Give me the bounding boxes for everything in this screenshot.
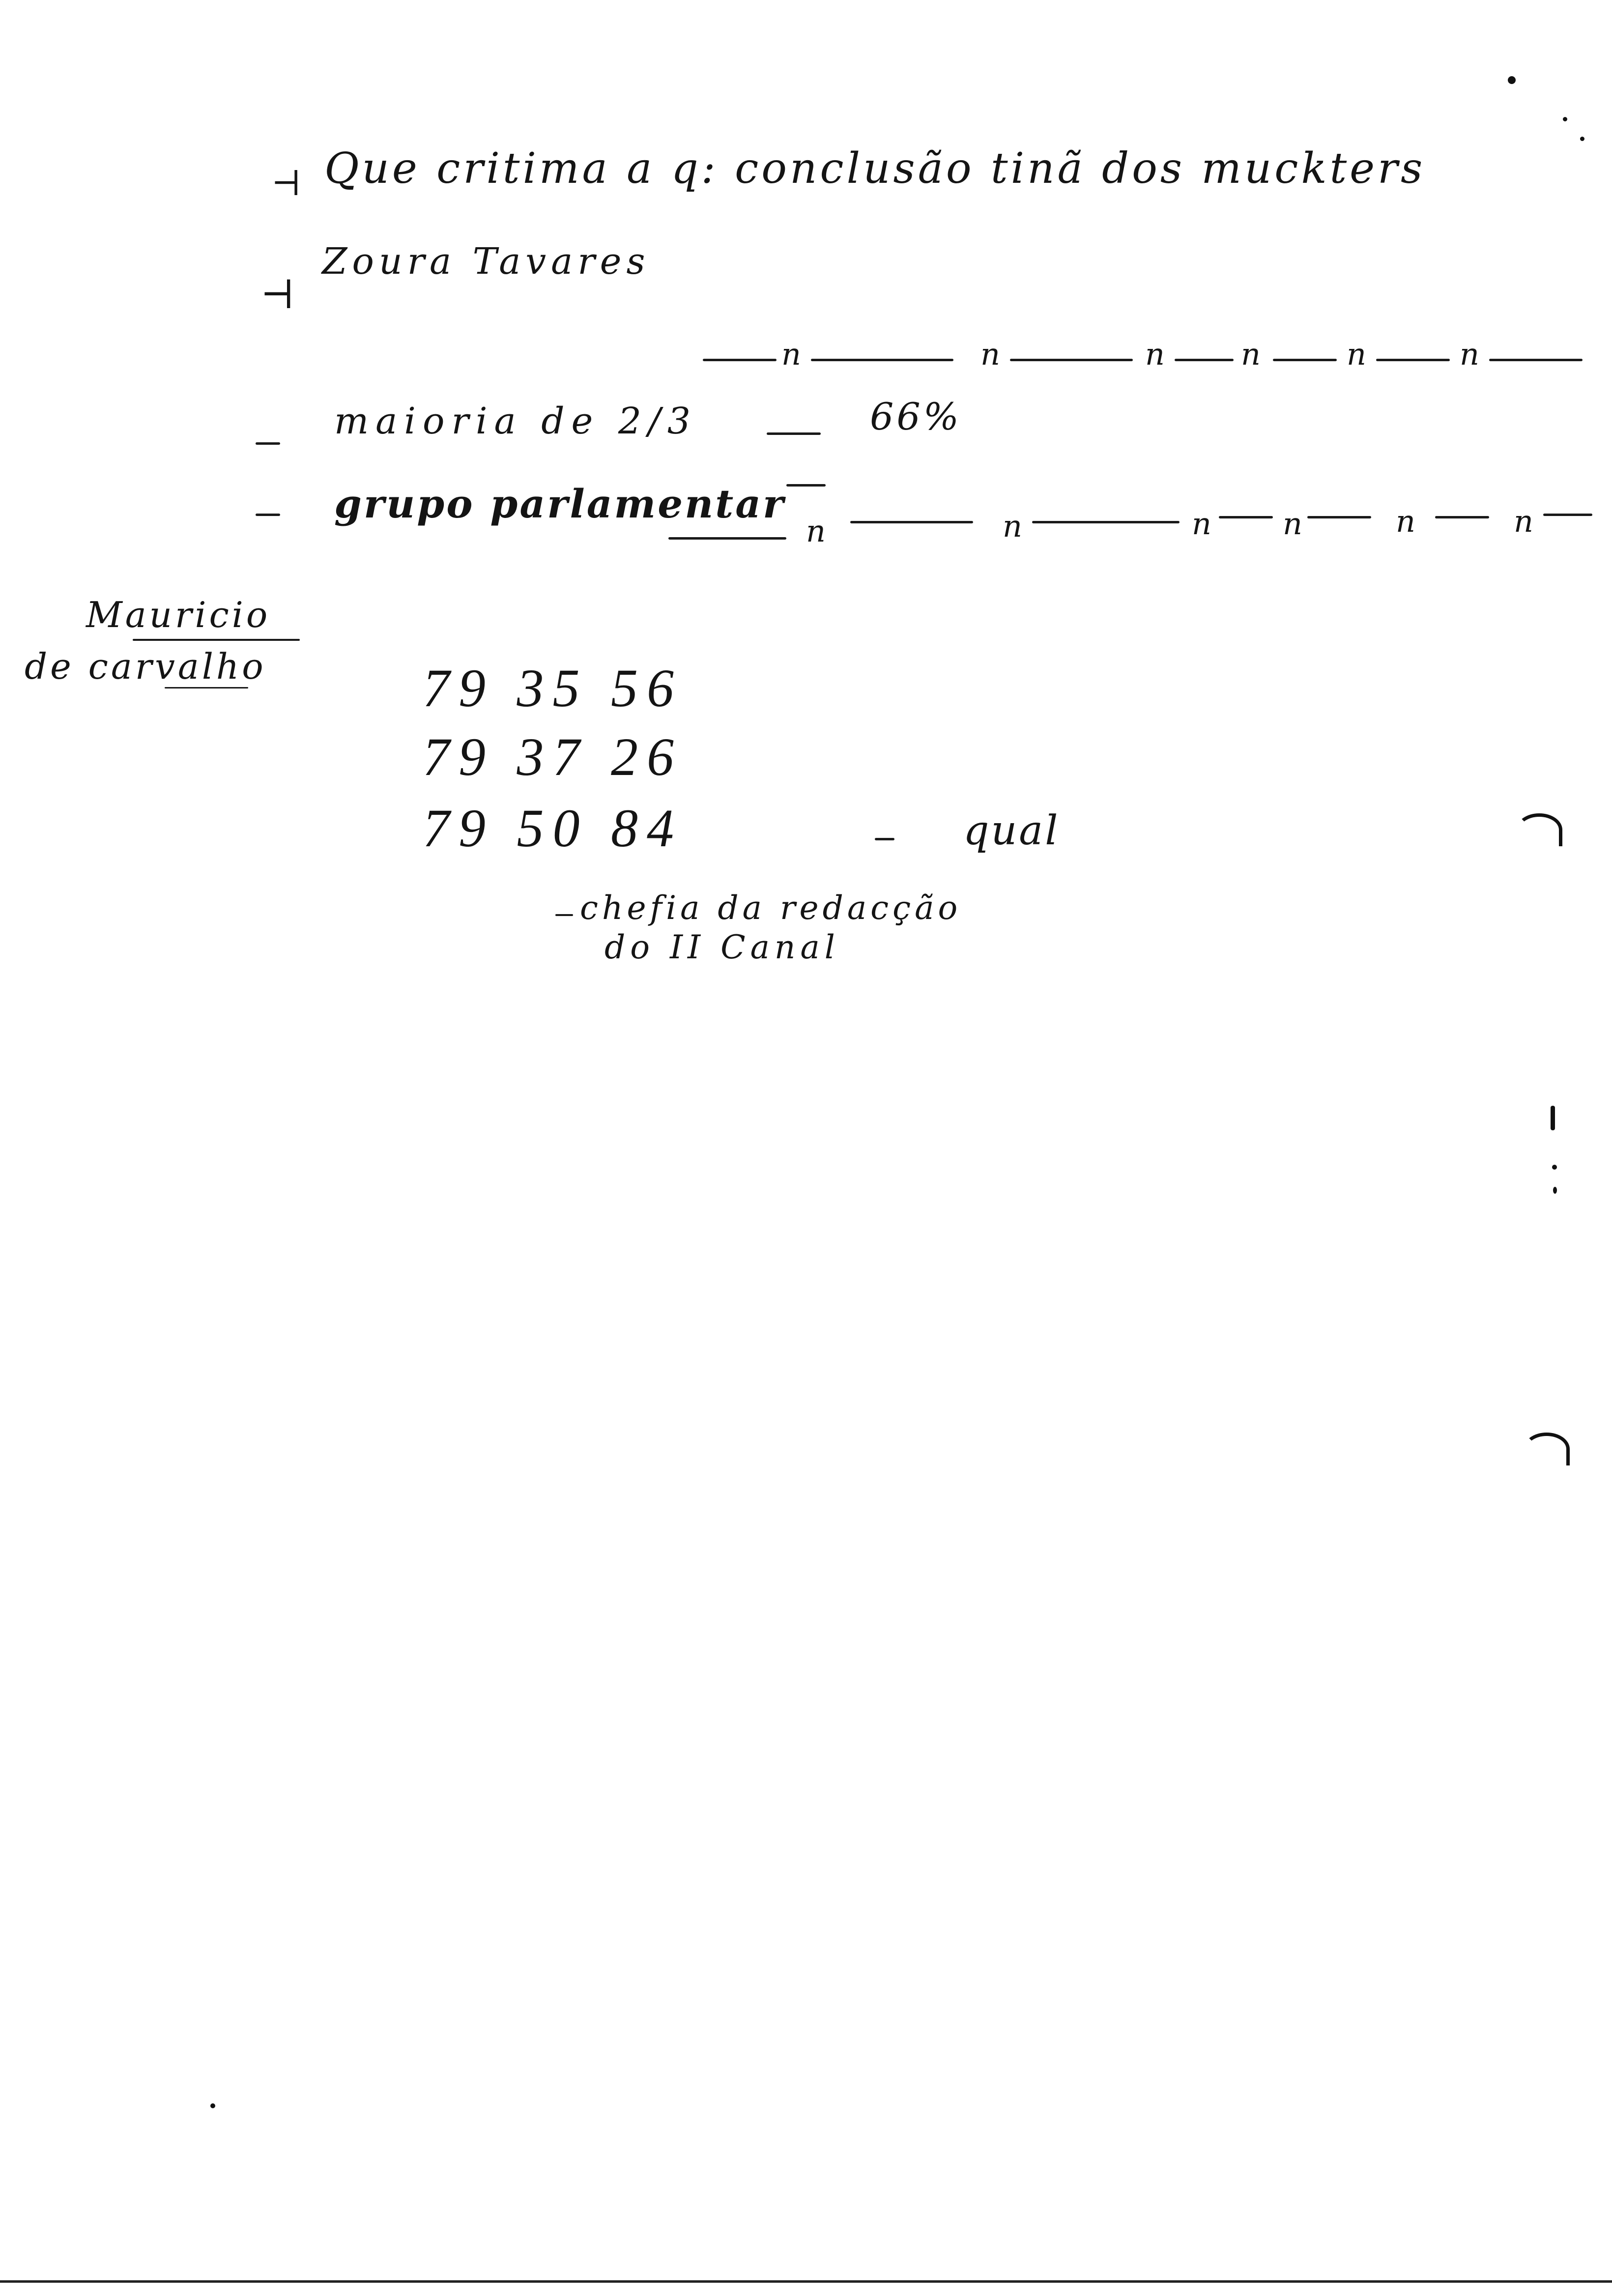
arrow-mark-icon: ⊣ — [260, 272, 294, 317]
bullet-dash — [555, 914, 573, 916]
ink-speck — [210, 2103, 215, 2108]
ditto-rule — [1010, 359, 1133, 361]
page-bottom-rule — [0, 2280, 1612, 2283]
separator-dash — [786, 484, 826, 487]
chefia-line-1: chefia da redacção — [580, 889, 962, 927]
note-line-3-label: maioria de 2/3 — [334, 400, 697, 442]
note-line-1: Que critima a q: conclusão tinã dos muckters — [324, 144, 1426, 193]
ditto-rule — [1219, 516, 1273, 518]
ditto-rule — [1489, 359, 1583, 361]
ditto-mark: n — [1241, 336, 1261, 372]
ditto-mark: n — [1347, 336, 1366, 372]
ditto-mark: n — [1145, 336, 1165, 372]
phone-number-2: 79 37 26 — [423, 727, 683, 787]
ditto-mark: n — [1514, 503, 1533, 539]
ink-speck — [1553, 1187, 1557, 1194]
side-name-line-1: Mauricio — [86, 594, 271, 635]
qual-note: qual — [963, 807, 1060, 854]
ink-speck — [1563, 117, 1567, 121]
ditto-rule — [1273, 359, 1337, 361]
phone-number-1: 79 35 56 — [423, 658, 683, 718]
ditto-mark: n — [980, 336, 1000, 372]
ink-speck — [1551, 1106, 1555, 1130]
ditto-mark: n — [1283, 506, 1302, 542]
ditto-rule — [1376, 359, 1450, 361]
ink-speck — [1580, 137, 1584, 141]
ditto-mark: n — [1460, 336, 1479, 372]
ditto-rule — [668, 537, 786, 540]
ditto-mark: n — [1192, 506, 1211, 542]
separator-dash — [767, 432, 821, 435]
note-line-2: Zoura Tavares — [322, 240, 650, 283]
bullet-dash — [256, 442, 280, 445]
bullet-dash — [256, 514, 280, 516]
ditto-rule — [1307, 516, 1371, 518]
ink-speck — [1508, 76, 1516, 84]
note-line-4-label: grupo parlamentar — [334, 481, 786, 527]
punch-hole-arc — [1516, 813, 1562, 846]
arrow-mark-icon: ⊣ — [271, 163, 301, 203]
ditto-rule — [1435, 516, 1489, 518]
ditto-mark: n — [1396, 503, 1415, 539]
ditto-rule — [850, 521, 973, 523]
ditto-rule — [811, 359, 953, 361]
phone-number-3: 79 50 84 — [423, 798, 683, 858]
ditto-rule — [1543, 514, 1592, 516]
ditto-rule — [703, 359, 777, 361]
underline — [133, 639, 300, 641]
chefia-line-2: do II Canal — [604, 928, 840, 966]
punch-hole-arc — [1524, 1433, 1570, 1465]
underline — [165, 687, 248, 689]
separator-dash — [875, 838, 894, 840]
note-line-3-value: 66% — [870, 395, 962, 438]
ditto-mark: n — [1003, 508, 1022, 544]
ditto-rule — [1032, 521, 1180, 523]
ditto-rule — [1175, 359, 1234, 361]
ditto-mark: n — [781, 336, 801, 372]
ditto-mark: n — [806, 513, 826, 549]
side-name-line-2: de carvalho — [25, 646, 266, 687]
ink-speck — [1552, 1165, 1557, 1170]
